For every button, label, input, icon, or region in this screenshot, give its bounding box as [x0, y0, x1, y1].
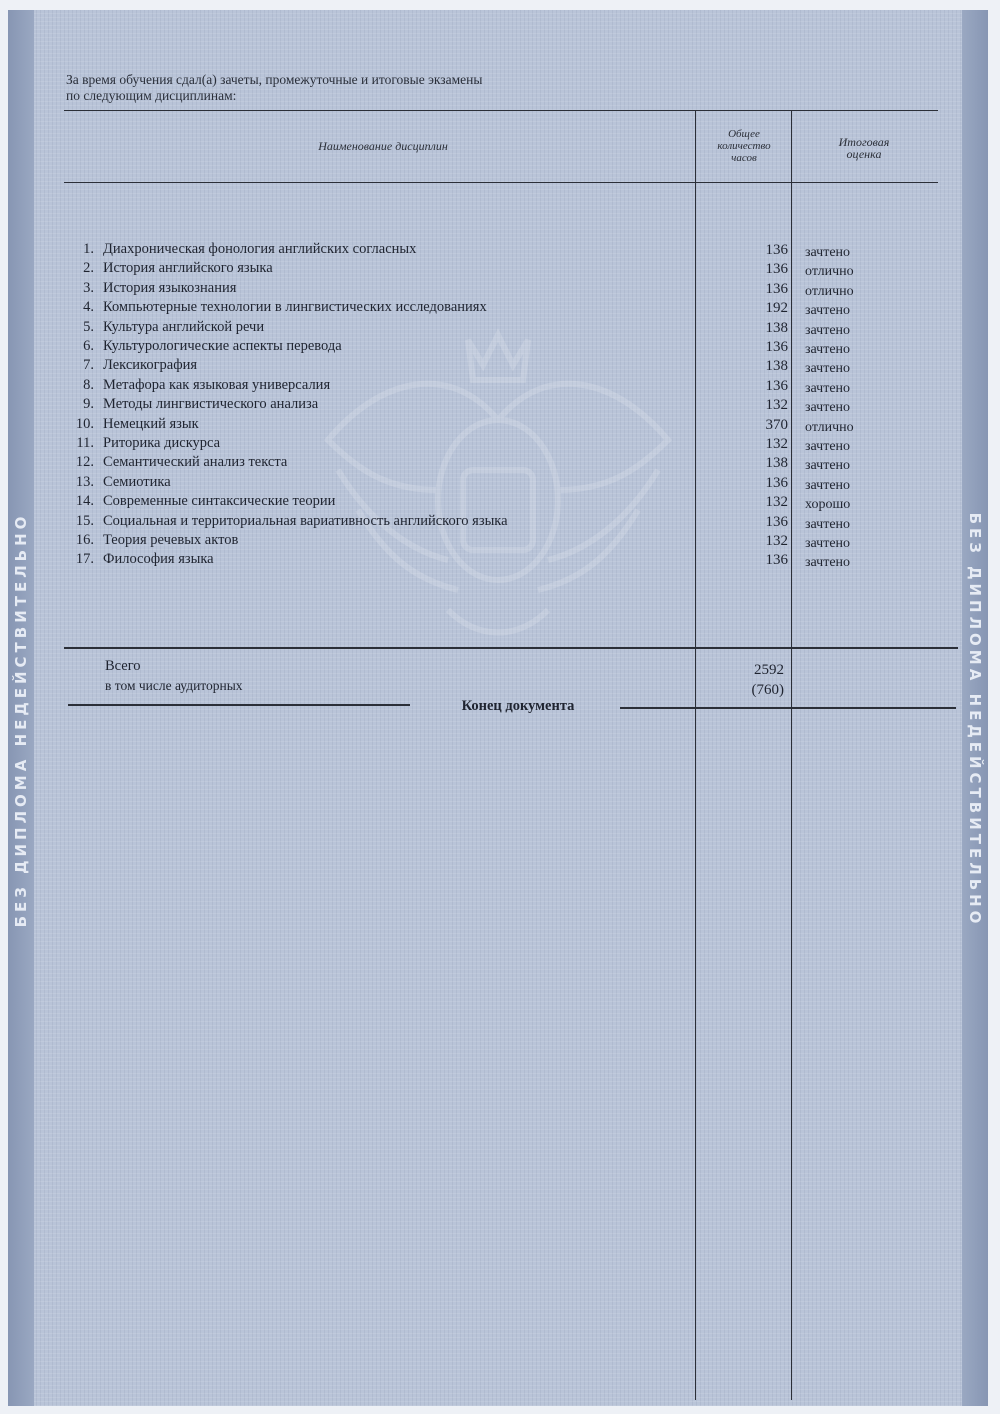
hours-value: 132 [765, 533, 788, 549]
row-number: 7. [83, 357, 94, 374]
hours-value: 370 [765, 416, 788, 433]
discipline-name: Диахроническая фонология английских согласных [103, 241, 417, 257]
header-grade-line-2: оценка [846, 147, 882, 161]
discipline-name: Компьютерные технологии в лингвистических исследованиях [103, 299, 487, 316]
row-number: 5. [83, 318, 94, 335]
row-number: 11. [76, 435, 94, 451]
discipline-name: Философия языка [103, 551, 214, 568]
discipline-name: Риторика дискурса [103, 435, 221, 451]
hours-value: 136 [765, 242, 788, 258]
grade-value: зачтено [805, 458, 851, 474]
grade-value: зачтено [805, 439, 851, 454]
hours-value: 136 [765, 377, 788, 394]
grade-value: зачтено [805, 245, 851, 260]
header-grade-line-1: Итоговая [838, 135, 890, 149]
row-number: 13. [75, 473, 94, 490]
state-emblem-watermark [298, 320, 698, 660]
grade-column-divider [791, 110, 792, 1400]
grade-value: зачтено [805, 536, 851, 551]
hours-value: 132 [765, 436, 788, 452]
row-number: 6. [83, 338, 94, 354]
end-rule-right [620, 707, 956, 709]
grade-value: отлично [805, 283, 854, 299]
hours-column-divider [695, 110, 696, 1400]
header-final-grade [794, 136, 934, 160]
grade-value: зачтено [805, 342, 851, 357]
row-number: 8. [83, 376, 94, 393]
discipline-name: Современные синтаксические теории [103, 493, 336, 510]
right-security-band [962, 10, 988, 1406]
discipline-name: История языкознания [103, 279, 237, 296]
row-number: 12. [75, 454, 94, 471]
discipline-name: Лексикография [103, 357, 198, 374]
row-number: 17. [75, 551, 94, 568]
end-of-document: Конец документа [461, 698, 575, 714]
row-number: 14. [75, 493, 94, 510]
discipline-name: Методы лингвистического анализа [103, 396, 319, 413]
grade-value: зачтено [805, 477, 851, 493]
total-hours-value: 2592 [754, 662, 784, 678]
hours-value: 136 [765, 513, 788, 530]
intro-text [66, 72, 482, 104]
discipline-name: Теория речевых актов [103, 532, 239, 548]
discipline-name: Культура английской речи [103, 318, 265, 335]
row-number: 4. [83, 299, 94, 316]
classroom-label: в том числе аудиторных [105, 678, 243, 693]
discipline-name: Немецкий язык [103, 415, 199, 432]
grade-value: зачтено [805, 361, 851, 377]
discipline-name: Метафора как языковая универсалия [103, 376, 331, 393]
diploma-supplement-page [8, 10, 988, 1406]
hours-value: 136 [765, 339, 788, 355]
hours-value: 136 [765, 261, 788, 278]
discipline-name: Социальная и территориальная вариативность английского языка [103, 512, 508, 529]
hours-value: 136 [765, 552, 788, 569]
hours-value: 138 [765, 319, 788, 336]
discipline-name: Культурологические аспекты перевода [103, 338, 342, 354]
hours-value: 136 [765, 280, 788, 297]
hours-value: 192 [765, 300, 788, 317]
total-label: Всего [105, 658, 141, 674]
grade-value: зачтено [805, 303, 851, 319]
row-number: 2. [83, 260, 94, 277]
left-security-band [8, 10, 34, 1406]
grade-value: зачтено [805, 516, 851, 532]
header-bottom-rule [64, 182, 938, 183]
intro-line-2: по следующим дисциплинам: [66, 88, 237, 103]
end-rule-left [68, 704, 410, 706]
hours-value: 138 [765, 455, 788, 472]
row-number: 3. [83, 279, 94, 296]
row-number: 16. [75, 532, 94, 548]
classroom-hours-value: (760) [751, 682, 784, 698]
row-number: 10. [75, 415, 94, 432]
discipline-name: Семантический анализ текста [103, 454, 288, 471]
intro-line-1: За время обучения сдал(а) зачеты, промежуточные и итоговые экзамены [66, 72, 483, 87]
grade-value: отлично [805, 264, 854, 280]
discipline-name: Семиотика [103, 473, 171, 490]
table-top-rule [64, 110, 938, 111]
hours-value: 138 [765, 358, 788, 375]
right-band-text: БЕЗ ДИПЛОМА НЕДЕЙСТВИТЕЛЬНО [966, 512, 984, 928]
grade-value: зачтено [805, 555, 851, 571]
header-total-hours [698, 128, 790, 164]
discipline-name: История английского языка [103, 260, 273, 277]
header-hours-line-2: количество [717, 140, 771, 152]
grade-value: зачтено [805, 380, 851, 396]
grade-value: зачтено [805, 322, 851, 338]
hours-value: 132 [765, 494, 788, 511]
row-number: 1. [83, 241, 94, 257]
grade-value: отлично [805, 419, 854, 435]
left-band-text: БЕЗ ДИПЛОМА НЕДЕЙСТВИТЕЛЬНО [12, 512, 30, 928]
header-discipline-name: Наименование дисциплин [318, 139, 448, 153]
row-number: 15. [75, 512, 94, 529]
header-hours-line-3: часов [731, 152, 757, 164]
grade-value: зачтено [805, 400, 851, 416]
hours-value: 136 [765, 474, 788, 491]
hours-value: 132 [765, 397, 788, 414]
grade-value: хорошо [805, 497, 851, 513]
header-hours-line-1: Общее [728, 128, 760, 140]
totals-top-rule [64, 647, 958, 649]
row-number: 9. [83, 396, 94, 413]
